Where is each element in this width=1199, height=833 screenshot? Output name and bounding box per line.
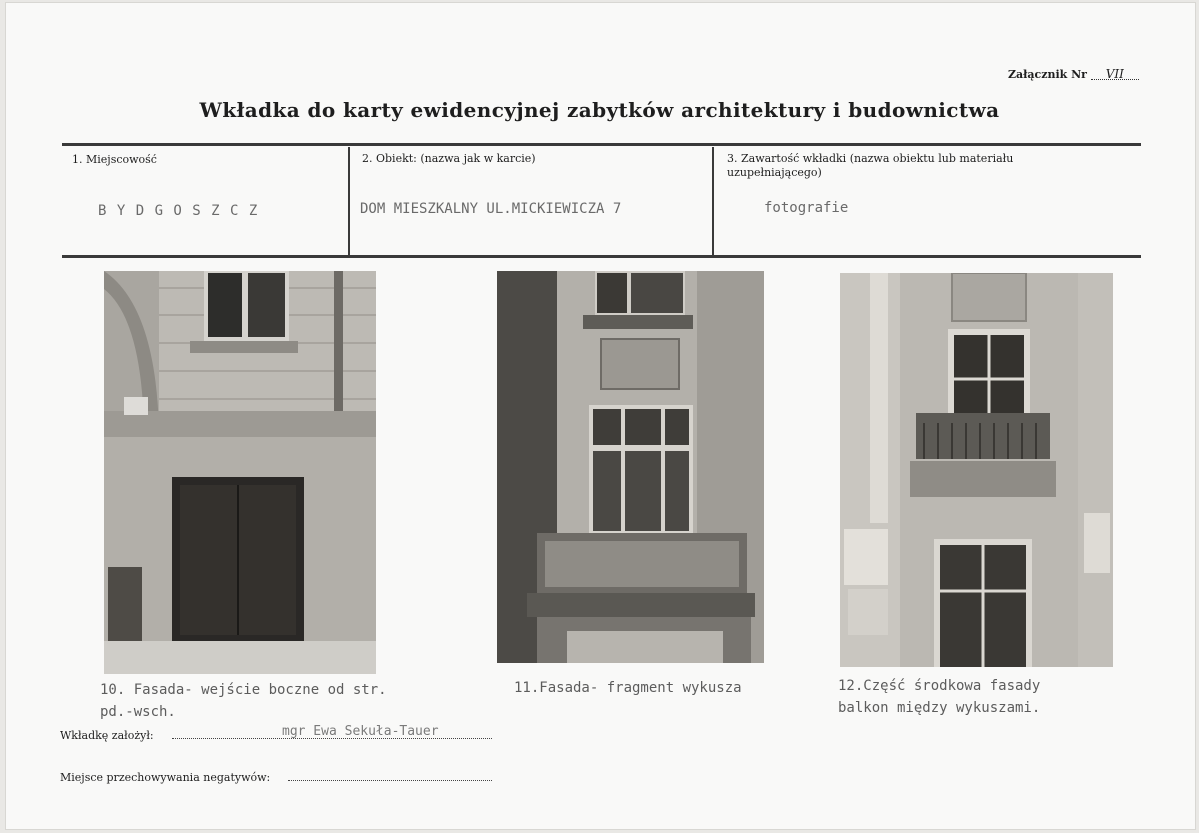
object-value: DOM MIESZKALNY UL.MICKIEWICZA 7 — [360, 201, 622, 217]
locality-label: 1. Miejscowość — [72, 153, 157, 166]
photo-central-facade — [840, 273, 1113, 667]
attachment-number-value: VII — [1091, 69, 1139, 80]
object-label: 2. Obiekt: (nazwa jak w karcie) — [362, 152, 536, 165]
negatives-dotted-line — [288, 780, 492, 781]
photo-caption-3: 12.Część środkowa fasady balkon między wykuszami. — [838, 678, 1041, 716]
photo-caption-2: 11.Fasada- fragment wykusza — [514, 680, 742, 696]
field-divider-1 — [348, 147, 350, 255]
photo-bay-window — [497, 271, 764, 663]
contents-value: fotografie — [764, 200, 849, 216]
locality-value: B Y D G O S Z C Z — [98, 203, 259, 219]
card-title: Wkładka do karty ewidencyjnej zabytków architektury i budownictwa — [199, 98, 1000, 122]
field-divider-2 — [712, 147, 714, 255]
author-value: mgr Ewa Sekuła-Tauer — [282, 724, 439, 739]
photo-entrance — [104, 271, 376, 674]
photo-caption-1: 10. Fasada- wejście boczne od str. pd.-wsch. — [100, 682, 387, 720]
bottom-rule — [62, 255, 1141, 258]
contents-label: 3. Zawartość wkładki (nazwa obiektu lub materiału uzupełniającego) — [727, 152, 1014, 179]
attachment-label: Załącznik Nr — [1008, 68, 1087, 81]
attachment-number — [1008, 68, 1139, 81]
author-label: Wkładkę założył: — [60, 729, 154, 742]
top-rule — [62, 143, 1141, 146]
negatives-label: Miejsce przechowywania negatywów: — [60, 771, 271, 784]
